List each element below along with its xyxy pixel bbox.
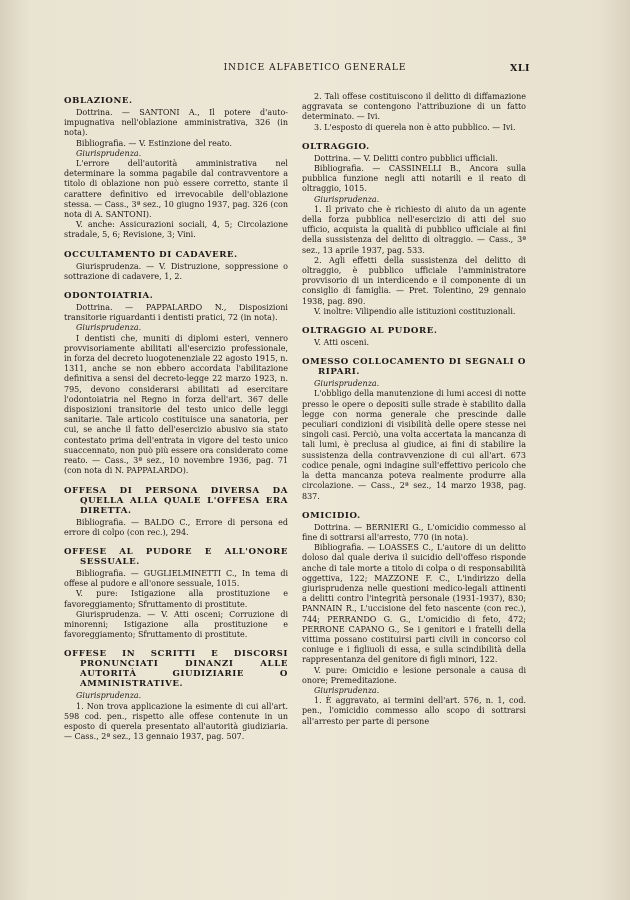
entry-oltraggio	[302, 142, 526, 317]
dottrina-line: Dottrina. — V. Delitti contro pubblici ufficiali.	[314, 153, 498, 163]
see-also: V. anche: Assicurazioni sociali, 4, 5; Circolazione stradale, 5, 6; Revisione, 3; Vini.	[64, 220, 288, 240]
bibliografia-line: Bibliografia. — V. Estinzione del reato.	[76, 138, 233, 148]
entry-occultamento	[64, 250, 288, 282]
right-column	[302, 92, 526, 727]
dottrina-line: Dottrina. — PAPPALARDO N., Disposizioni transitorie riguardanti i dentisti pratici, 72 (in nota).	[64, 303, 288, 323]
entry-heading: OLTRAGGIO.	[302, 141, 370, 152]
bibliografia-line: Bibliografia. — GUGLIELMINETTI C., In tema di offese al pudore e all'onore sessuale, 1015.	[64, 568, 288, 589]
see-also: V. pure: Istigazione alla prostituzione e favoreggiamento; Sfruttamento di prostitute.	[64, 589, 288, 609]
giurisprudenza-label: Giurisprudenza.	[76, 691, 142, 701]
dottrina-line: Dottrina. — SANTONI A., Il potere d'auto-impugnativa nell'oblazione amministrativa, 326 (in nota).	[64, 108, 288, 138]
entry-omicidio	[302, 511, 526, 727]
entry-oltraggio-pudore	[302, 326, 526, 348]
entry-odontoiatria	[64, 291, 288, 476]
entry-omesso	[302, 357, 526, 501]
entry-offese-scritti	[64, 649, 288, 742]
entry-heading: ODONTOIATRIA.	[64, 291, 154, 302]
giurisprudenza-label: Giurisprudenza.	[76, 323, 142, 333]
entry-continuation	[302, 92, 526, 133]
left-column	[64, 92, 288, 742]
entry-heading: OMESSO COLLOCAMENTO DI SEGNALI O RIPARI.	[302, 357, 526, 378]
entry-text: 2. Tali offese costituiscono il delitto di diffamazione aggravata se contengono l'attribuzione di un fatto determinato. — Ivi.	[302, 92, 526, 122]
entry-heading: OFFESE IN SCRITTI E DISCORSI PRONUNCIATI DINANZI ALLE AUTORITÀ GIUDIZIARIE O AMMINISTRATIVE.	[64, 649, 288, 690]
entry-text: I dentisti che, muniti di diplomi esteri, vennero provvisoriamente abilitati all'esercizio professionale, in forza del decreto luogotenenziale 22 agosto 1915, n. 1311, anche se non ebbero accordata l'abilitazione definitiva a sensi del decreto-legge 22 marzo 1923, n. 795, devono considerarsi abilitati ad esercitare l'odontoiatria nel Regno in forza dell'art. 367 delle disposizioni transitorie del testo unico delle leggi sanitarie. Tale articolo costituisce una sanatoria, per cui, se anche il fatto dell'esercizio abusivo sia stato contestato prima dell'entrata in vigore del testo unico suaccennato, non può più essere ora considerato come reato. — Cass., 3ª sez., 10 novembre 1936, pag. 71 (con nota di N. PAPPALARDO).	[64, 333, 288, 476]
entry-text: 1. Il privato che è richiesto di aiuto da un agente della forza pubblica nell'esercizio di atti del suo ufficio, acquista la qualità di pubblico ufficiale ai fini della sussistenza del delitto di oltraggio. — Cass., 3ª sez., 13 aprile 1937, pag. 533.	[302, 204, 526, 255]
entry-heading: OMICIDIO.	[302, 510, 361, 521]
running-header	[0, 63, 630, 77]
entry-heading: OBLAZIONE.	[64, 96, 133, 106]
entry-text: 1. È aggravato, ai termini dell'art. 576, n. 1, cod. pen., l'omicidio commesso allo scopo di sottrarsi all'arresto per parte di persone	[302, 696, 526, 726]
see-also: V. Atti osceni.	[314, 338, 370, 348]
entry-heading: OFFESE AL PUDORE E ALL'ONORE SESSUALE.	[64, 546, 288, 567]
header-title: INDICE ALFABETICO GENERALE	[223, 63, 407, 73]
entry-offese-pudore	[64, 547, 288, 640]
entry-text: L'obbligo della manutenzione di lumi accesi di notte presso le opere o depositi sulle strade è stabilito dalla legge con norma generale che prescinde dalle peculiari condizioni di visibilità delle opere stesse nei singoli casi. Perciò, una volta accertata la mancanza di tali lumi, è preclusa al giudice, ai fini di stabilire la sussistenza della contravvenzione di cui all'art. 673 codice penale, ogni indagine sull'effettivo pericolo che la detta mancanza poteva realmente produrre alla circolazione. — Cass., 2ª sez., 14 marzo 1938, pag. 837.	[302, 389, 526, 501]
entry-text: 2. Agli effetti della sussistenza del delitto di oltraggio, è pubblico ufficiale l'amministratore provvisorio di un interdicendo e il componente di un consiglio di famiglia. — Pret. Tolentino, 29 gennaio 1938, pag. 890.	[302, 255, 526, 306]
giurisprudenza-line: Giurisprudenza. — V. Atti osceni; Corruzione di minorenni; Istigazione alla prostituzione e favoreggiamento; Sfruttamento di prostitute.	[64, 609, 288, 640]
entry-text: Bibliografia. — BALDO C., Errore di persona ed errore di colpo (con rec.), 294.	[64, 517, 288, 537]
page-number: XLI	[510, 63, 530, 74]
entry-heading: OLTRAGGIO AL PUDORE.	[302, 326, 438, 337]
see-also: V. pure: Omicidio e lesione personale a causa di onore; Premeditazione.	[302, 665, 526, 685]
giurisprudenza-label: Giurisprudenza.	[76, 148, 142, 158]
dottrina-line: Dottrina. — BERNIERI G., L'omicidio commesso al fine di sottrarsi all'arresto, 770 (in nota).	[302, 522, 526, 542]
giurisprudenza-label: Giurisprudenza.	[314, 685, 380, 695]
entry-oblazione	[64, 96, 288, 241]
entry-heading: OFFESA DI PERSONA DIVERSA DA QUELLA ALLA QUALE L'OFFESA ERA DIRETTA.	[64, 485, 288, 516]
giurisprudenza-label: Giurisprudenza.	[314, 379, 380, 389]
entry-text: 1. Non trova applicazione la esimente di cui all'art. 598 cod. pen., rispetto alle offese contenute in un esposto di querela presentato all'autorità giudiziaria. — Cass., 2ª sez., 13 gennaio 1937, pag. 507.	[64, 701, 288, 742]
bibliografia-line: Bibliografia. — LOASSES C., L'autore di un delitto doloso dal quale deriva il suicidio dell'offeso risponde anche di tale morte a titolo di colpa o di responsabilità oggettiva, 122; MAZZONE F. C., L'indirizzo della giurisprudenza nelle questioni medico-legali attinenti a delitti contro l'integrità personale (1931-1937), 830; PANNAIN R., L'uccisione del feto nascente (con rec.), 744; PERRANDO G. G., L'omicidio di feto, 472; PERRONE CAPANO G., Se i genitori e i fratelli della vittima possano costituirsi parti civili in concorso col coniuge e i figliuoli di essa, e sulla scindibilità della rappresentanza del genitore di figli minori, 122.	[302, 543, 526, 665]
entry-offesa	[64, 486, 288, 538]
bibliografia-line: Bibliografia. — CASSINELLI B., Ancora sulla pubblica funzione negli atti notarili e il reato di oltraggio, 1015.	[302, 164, 526, 194]
entry-heading: OCCULTAMENTO DI CADAVERE.	[64, 249, 238, 260]
entry-text: 3. L'esposto di querela non è atto pubblico. — Ivi.	[314, 122, 516, 132]
see-also: V. inoltre: Vilipendio alle istituzioni costituzionali.	[314, 306, 516, 316]
giurisprudenza-label: Giurisprudenza.	[314, 194, 380, 204]
entry-text: Giurisprudenza. — V. Distruzione, soppressione o sottrazione di cadavere, 1, 2.	[64, 261, 288, 281]
entry-text: L'errore dell'autorità amministrativa nel determinare la somma pagabile dal contravventore a titolo di oblazione non può essere corretto, stante il carattere definitivo ed irrevocabile dell'oblazione stessa. — Cass., 3ª sez., 10 giugno 1937, pag. 326 (con nota di A. SANTONI).	[64, 159, 288, 220]
